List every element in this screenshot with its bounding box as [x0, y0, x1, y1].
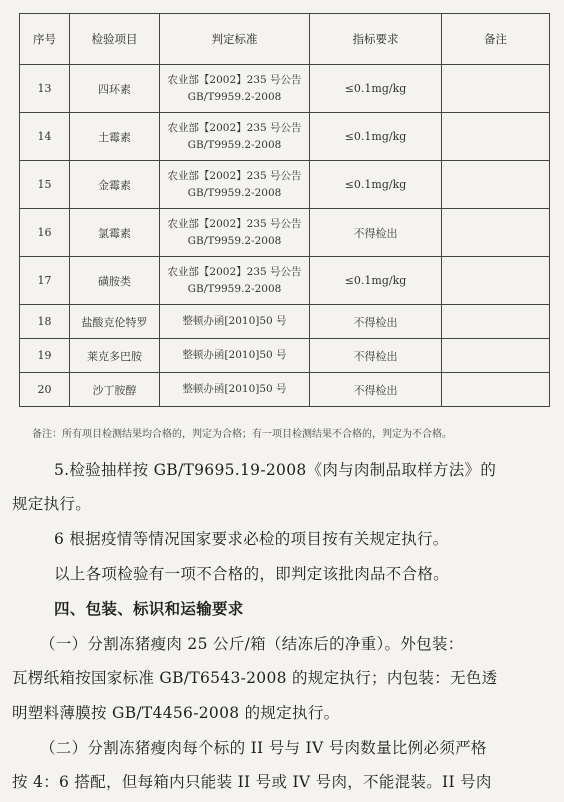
table-row — [20, 161, 550, 209]
cell-requirement: 不得检出 — [310, 305, 442, 339]
standard-line: GB/T9959.2-2008 — [187, 138, 282, 151]
paragraph-6: 6 根据疫情等情况国家要求必检的项目按有关规定执行。 — [54, 530, 449, 548]
inspection-table — [19, 13, 550, 407]
cell-standard — [160, 65, 310, 113]
cell-requirement: 不得检出 — [310, 339, 442, 373]
standard-line: GB/T9959.2-2008 — [187, 90, 282, 103]
cell-item: 四环素 — [70, 65, 160, 113]
cell-no: 13 — [20, 65, 70, 113]
cell-standard — [160, 339, 310, 373]
table-footnote: 备注：所有项目检测结果均合格的，判定为合格；有一项目检测结果不合格的，判定为不合格。 — [32, 429, 452, 440]
table-body — [20, 65, 550, 407]
cell-remark — [442, 339, 550, 373]
table-row — [20, 373, 550, 407]
table-header-row — [20, 14, 550, 65]
header-standard: 判定标准 — [160, 14, 310, 65]
standard-line: 整顿办函[2010]50 号 — [182, 315, 287, 327]
standard-line: GB/T9959.2-2008 — [187, 282, 282, 295]
standard-line: 农业部【2002】235 号公告 — [167, 121, 302, 134]
cell-item: 莱克多巴胺 — [70, 339, 160, 373]
standard-line: GB/T9959.2-2008 — [187, 234, 282, 247]
header-requirement: 指标要求 — [310, 14, 442, 65]
cell-item: 盐酸克伦特罗 — [70, 305, 160, 339]
cell-remark — [442, 257, 550, 305]
cell-no: 15 — [20, 161, 70, 209]
cell-remark — [442, 161, 550, 209]
cell-standard — [160, 305, 310, 339]
cell-item: 沙丁胺醇 — [70, 373, 160, 407]
cell-item: 磺胺类 — [70, 257, 160, 305]
cell-standard — [160, 209, 310, 257]
cell-no: 19 — [20, 339, 70, 373]
cell-item: 氯霉素 — [70, 209, 160, 257]
standard-line: 农业部【2002】235 号公告 — [167, 265, 302, 278]
standard-line: 农业部【2002】235 号公告 — [167, 73, 302, 86]
cell-requirement: 不得检出 — [310, 373, 442, 407]
section-4-1-line-1: （一）分割冻猪瘦肉 25 公斤/箱（结冻后的净重）。外包装： — [40, 635, 464, 653]
cell-remark — [442, 373, 550, 407]
cell-standard — [160, 113, 310, 161]
table-row — [20, 113, 550, 161]
cell-standard — [160, 257, 310, 305]
cell-no: 16 — [20, 209, 70, 257]
cell-requirement: ≤0.1mg/kg — [310, 161, 442, 209]
standard-line: GB/T9959.2-2008 — [187, 186, 282, 199]
table-row — [20, 257, 550, 305]
section-4-1-line-3: 明塑料薄膜按 GB/T4456-2008 的规定执行。 — [12, 704, 340, 722]
table-row — [20, 305, 550, 339]
section-4-2-line-1: （二）分割冻猪瘦肉每个标的 II 号与 IV 号肉数量比例必须严格 — [40, 739, 487, 757]
cell-remark — [442, 305, 550, 339]
standard-line: 整顿办函[2010]50 号 — [182, 349, 287, 361]
cell-remark — [442, 209, 550, 257]
section-4-2-line-2: 按 4：6 搭配，但每箱内只能装 II 号或 IV 号肉，不能混装。II 号肉 — [12, 773, 492, 791]
paragraph-7: 以上各项检验有一项不合格的，即判定该批肉品不合格。 — [54, 565, 450, 583]
standard-line: 整顿办函[2010]50 号 — [182, 383, 287, 395]
header-no: 序号 — [20, 14, 70, 65]
paragraph-5-line-1: 5.检验抽样按 GB/T9695.19-2008《肉与肉制品取样方法》的 — [54, 461, 497, 479]
cell-remark — [442, 65, 550, 113]
cell-no: 20 — [20, 373, 70, 407]
header-remark: 备注 — [442, 14, 550, 65]
cell-no: 17 — [20, 257, 70, 305]
cell-requirement: ≤0.1mg/kg — [310, 113, 442, 161]
standard-line: 农业部【2002】235 号公告 — [167, 169, 302, 182]
section-4-heading: 四、包装、标识和运输要求 — [54, 599, 244, 618]
cell-item: 土霉素 — [70, 113, 160, 161]
cell-remark — [442, 113, 550, 161]
table-row — [20, 339, 550, 373]
table-row — [20, 209, 550, 257]
table-row — [20, 65, 550, 113]
cell-item: 金霉素 — [70, 161, 160, 209]
paragraph-5-line-2: 规定执行。 — [12, 495, 92, 513]
cell-requirement: 不得检出 — [310, 209, 442, 257]
cell-requirement: ≤0.1mg/kg — [310, 65, 442, 113]
cell-no: 14 — [20, 113, 70, 161]
cell-standard — [160, 161, 310, 209]
section-4-1-line-2: 瓦楞纸箱按国家标准 GB/T6543-2008 的规定执行；内包装：无色透 — [12, 669, 498, 687]
standard-line: 农业部【2002】235 号公告 — [167, 217, 302, 230]
cell-standard — [160, 373, 310, 407]
cell-requirement: ≤0.1mg/kg — [310, 257, 442, 305]
header-item: 检验项目 — [70, 14, 160, 65]
cell-no: 18 — [20, 305, 70, 339]
